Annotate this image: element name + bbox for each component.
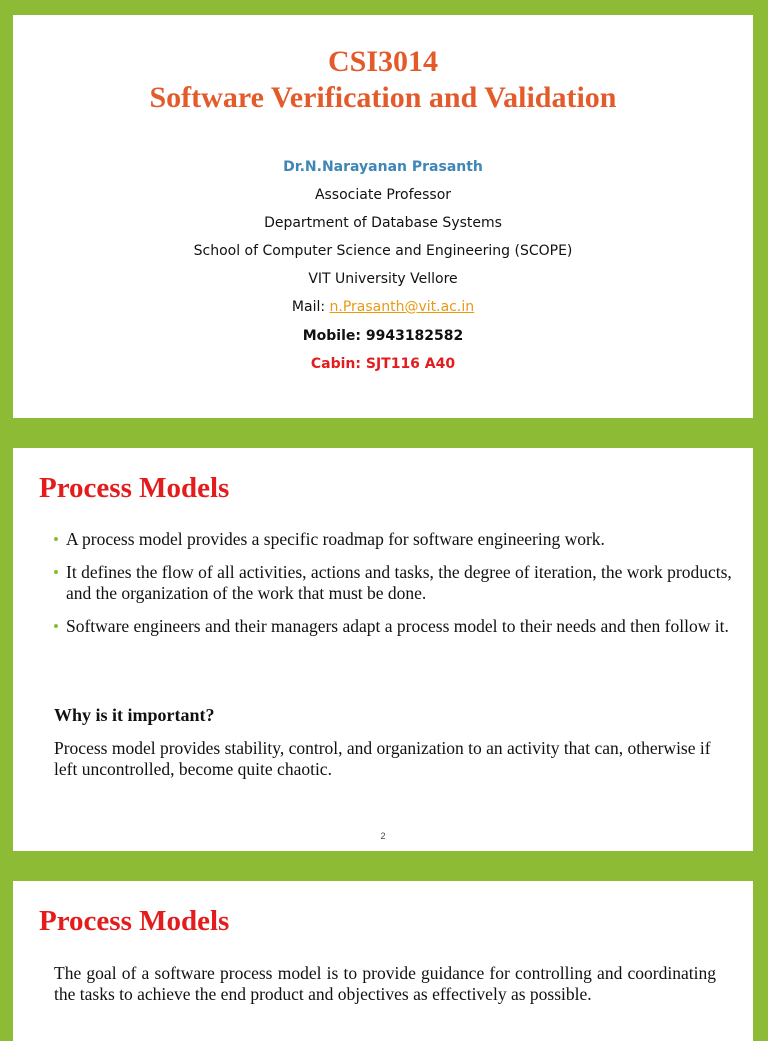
- instructor-position: Associate Professor: [314, 187, 452, 203]
- instructor-name: Dr.N.Narayanan Prasanth: [283, 159, 483, 175]
- instructor-department: Department of Database Systems: [264, 215, 502, 231]
- slide-title: Process Models: [39, 905, 230, 937]
- importance-heading: Why is it important?: [54, 705, 215, 725]
- process-models-goal-slide: [13, 881, 753, 1041]
- bullet-text: Software engineers and their managers adapt a process model to their needs and then follow it.: [66, 616, 729, 636]
- page-number: 2: [380, 831, 386, 841]
- importance-paragraph: Process model provides stability, control, and organization to an activity that can, otherwise if left uncontrolled, become quite chaotic.: [54, 738, 711, 779]
- instructor-mobile: Mobile: 9943182582: [302, 328, 464, 344]
- instructor-cabin: Cabin: SJT116 A40: [310, 356, 456, 372]
- bullet-list: [53, 529, 733, 649]
- list-item: [53, 529, 733, 550]
- bullet-icon: •: [53, 530, 59, 549]
- bullet-icon: •: [53, 617, 59, 636]
- course-title: Software Verification and Validation: [149, 81, 617, 114]
- title-slide: [13, 15, 753, 418]
- slide-title: Process Models: [39, 472, 230, 504]
- course-code: CSI3014: [327, 45, 439, 78]
- list-item: [53, 562, 733, 604]
- instructor-mail: [13, 299, 753, 315]
- instructor-university: VIT University Vellore: [308, 271, 458, 287]
- mail-link[interactable]: n.Prasanth@vit.ac.in: [329, 299, 475, 315]
- mail-label: Mail:: [291, 299, 330, 315]
- process-models-slide: [13, 448, 753, 851]
- list-item: [53, 616, 733, 637]
- bullet-icon: •: [53, 563, 59, 582]
- goal-paragraph: The goal of a software process model is to provide guidance for controlling and coordinating the tasks to achieve the end product and objectives as effectively as possible.: [54, 963, 716, 1004]
- bullet-text: A process model provides a specific roadmap for software engineering work.: [66, 529, 605, 549]
- bullet-text: It defines the flow of all activities, actions and tasks, the degree of iteration, the work products, and the organization of the work that must be done.: [66, 562, 732, 603]
- instructor-school: School of Computer Science and Engineering (SCOPE): [193, 243, 573, 259]
